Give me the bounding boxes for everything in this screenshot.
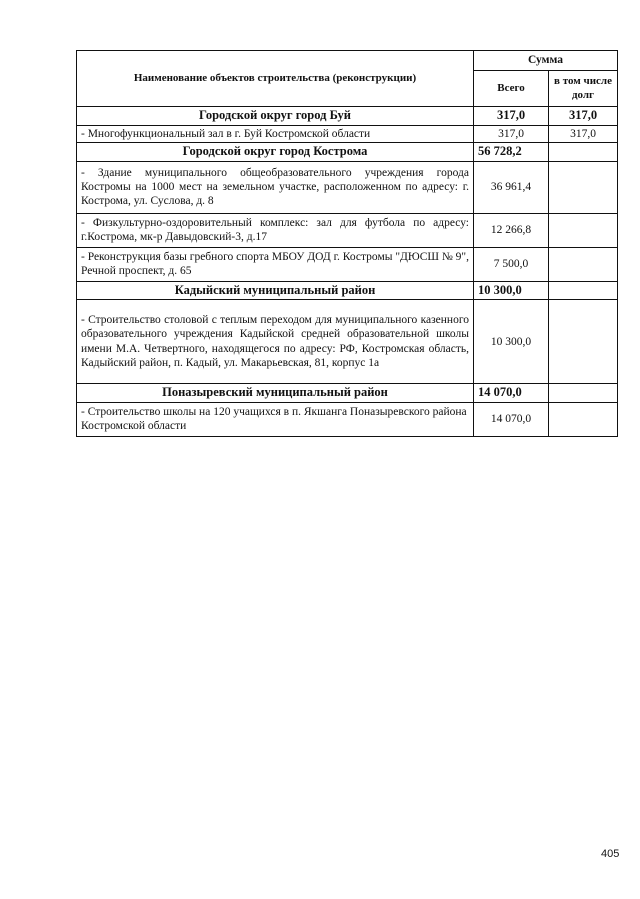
item-name: - Реконструкция базы гребного спорта МБОУ ДОД г. Костромы "ДЮСШ № 9", Речной проспект, д. 65	[77, 247, 474, 281]
group-debt: 317,0	[549, 107, 618, 126]
group-name: Кадыйский муниципальный район	[77, 281, 474, 300]
page-number: 405	[601, 848, 620, 860]
group-row	[77, 107, 618, 126]
item-row	[77, 213, 618, 247]
group-debt	[549, 143, 618, 162]
group-total: 317,0	[474, 107, 549, 126]
item-total: 317,0	[474, 125, 549, 142]
item-row	[77, 402, 618, 436]
header-total: Всего	[474, 71, 549, 107]
item-debt	[549, 300, 618, 384]
group-row	[77, 143, 618, 162]
item-total: 14 070,0	[474, 402, 549, 436]
group-total: 10 300,0	[474, 281, 549, 300]
item-total: 10 300,0	[474, 300, 549, 384]
item-debt	[549, 247, 618, 281]
header-object-name: Наименование объектов строительства (реконструкции)	[77, 51, 474, 107]
item-row	[77, 247, 618, 281]
item-debt	[549, 402, 618, 436]
item-row	[77, 125, 618, 142]
group-name: Поназыревский муниципальный район	[77, 384, 474, 403]
budget-table	[76, 50, 618, 437]
item-debt	[549, 161, 618, 213]
group-name: Городской округ город Буй	[77, 107, 474, 126]
group-row	[77, 281, 618, 300]
item-debt	[549, 213, 618, 247]
item-total: 7 500,0	[474, 247, 549, 281]
item-row	[77, 300, 618, 384]
item-row	[77, 161, 618, 213]
item-total: 12 266,8	[474, 213, 549, 247]
header-debt: в том числе долг	[549, 71, 618, 107]
group-total: 56 728,2	[474, 143, 549, 162]
group-name: Городской округ город Кострома	[77, 143, 474, 162]
group-total: 14 070,0	[474, 384, 549, 403]
group-debt	[549, 384, 618, 403]
group-debt	[549, 281, 618, 300]
item-debt: 317,0	[549, 125, 618, 142]
item-total: 36 961,4	[474, 161, 549, 213]
header-sum: Сумма	[474, 51, 618, 71]
item-name: - Строительство школы на 120 учащихся в п. Якшанга Поназыревского района Костромской области	[77, 402, 474, 436]
item-name: - Строительство столовой с теплым переходом для муниципального казенного образовательного учреждения Кадыйской средней образовательной школы имени М.А. Четвертного, находящегося по адресу: РФ, Костромская область, Кадыйский район, п. Кадый, ул. Макарьевская, 81, корпус 1а	[77, 300, 474, 384]
group-row	[77, 384, 618, 403]
item-name: - Физкультурно-оздоровительный комплекс: зал для футбола по адресу: г.Кострома, мк-р Давыдовский-3, д.17	[77, 213, 474, 247]
item-name: - Многофункциональный зал в г. Буй Костромской области	[77, 125, 474, 142]
item-name: - Здание муниципального общеобразовательного учреждения города Костромы на 1000 мест на земельном участке, расположенном по адресу: г. Кострома, ул. Суслова, д. 8	[77, 161, 474, 213]
